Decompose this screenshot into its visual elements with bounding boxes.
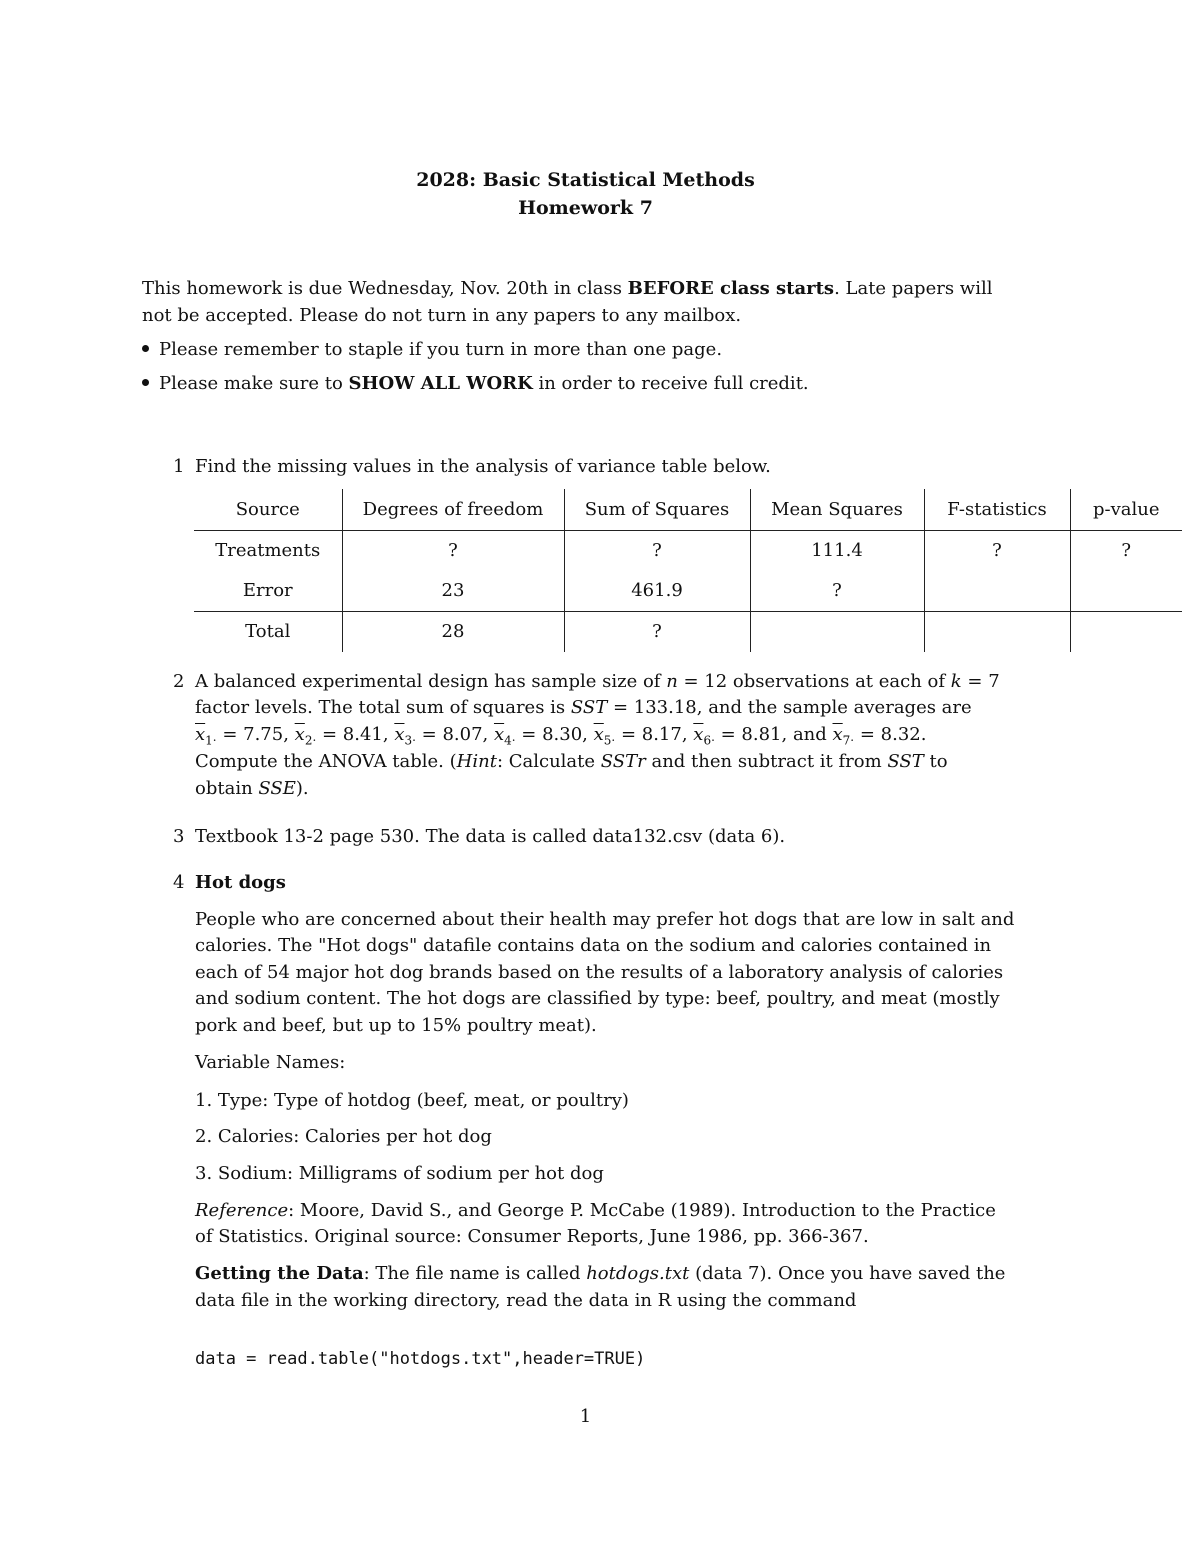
- table-cell: Total: [245, 621, 291, 642]
- table-cell: 23: [342, 571, 564, 612]
- variable-item: 1. Type: Type of hotdog (beef, meat, or poultry): [195, 1090, 629, 1111]
- table-cell: [924, 571, 1070, 612]
- q2-line-2: factor levels. The total sum of squares is SST = 133.18, and the sample averages are: [195, 697, 972, 718]
- table-header-cell: Source: [194, 489, 342, 531]
- q4-number: 4: [173, 872, 185, 893]
- anova-table: [194, 489, 1182, 652]
- q3-text: Textbook 13-2 page 530. The data is called data132.csv (data 6).: [195, 826, 786, 847]
- intro-line-2: not be accepted. Please do not turn in any papers to any mailbox.: [142, 305, 742, 326]
- q2-sample-averages: $\overline{x}_{1\cdot} = 7.75$, $\overline{x}_{2\cdot} = 8.41$, $\overline{x}_{3\cdot} = 8.07$, $\overline{x}_{4\cdot} = 8.30$, $\overline{x}_{5\cdot} = 8.17$, $\overline{x}_{6\cdot} = 8.81$, and $\overline{x}_{7\cdot} = 8.32$.: [195, 724, 927, 748]
- bullet-icon: [142, 345, 149, 352]
- reference-line-2: of Statistics. Original source: Consumer Reports, June 1986, pp. 366-367.: [195, 1226, 869, 1247]
- course-title: 2028: Basic Statistical Methods: [416, 169, 755, 191]
- table-cell: [1070, 571, 1182, 612]
- table-cell: 28: [342, 612, 564, 653]
- table-header-row: [194, 489, 1182, 531]
- table-cell: Error: [194, 571, 342, 612]
- bullet-icon: [142, 379, 149, 386]
- table-cell: ?: [342, 531, 564, 572]
- homework-title: Homework 7: [518, 197, 653, 219]
- table-header-cell: Sum of Squares: [564, 489, 750, 531]
- table-header-cell: Mean Squares: [750, 489, 924, 531]
- q1-text: Find the missing values in the analysis of variance table below.: [195, 456, 771, 477]
- q4-paragraph-line: and sodium content. The hot dogs are classified by type: beef, poultry, and meat (mostly: [195, 988, 1000, 1009]
- table-cell: 461.9: [564, 571, 750, 612]
- table-cell: ?: [564, 612, 750, 653]
- q3-number: 3: [173, 826, 185, 847]
- q2-number: 2: [173, 671, 185, 692]
- q4-title: Hot dogs: [195, 872, 286, 893]
- bullet-show-work: Please make sure to SHOW ALL WORK in order to receive full credit.: [142, 371, 809, 397]
- q4-paragraph-line: pork and beef, but up to 15% poultry meat).: [195, 1015, 597, 1036]
- q2-line-5: obtain SSE).: [195, 778, 309, 799]
- table-cell: [1070, 612, 1182, 653]
- table-cell: ?: [750, 571, 924, 612]
- r-code-command: data = read.table("hotdogs.txt",header=TRUE): [195, 1349, 646, 1369]
- q4-paragraph-line: each of 54 major hot dog brands based on the results of a laboratory analysis of calories: [195, 962, 1004, 983]
- variable-item: 3. Sodium: Milligrams of sodium per hot dog: [195, 1163, 604, 1184]
- table-header-cell: Degrees of freedom: [342, 489, 564, 531]
- table-cell: [750, 612, 924, 653]
- getting-data-line-2: data file in the working directory, read the data in R using the command: [195, 1290, 857, 1311]
- variable-names-heading: Variable Names:: [195, 1052, 346, 1073]
- variable-item: 2. Calories: Calories per hot dog: [195, 1126, 492, 1147]
- q1-number: 1: [173, 456, 185, 477]
- table-cell: ?: [1070, 531, 1182, 572]
- table-row-error: [194, 571, 1182, 612]
- table-header-cell: F-statistics: [924, 489, 1070, 531]
- q2-line-1: A balanced experimental design has sample size of n = 12 observations at each of k = 7: [195, 671, 1000, 692]
- q2-line-4: Compute the ANOVA table. (Hint: Calculate SSTr and then subtract it from SST to: [195, 751, 948, 772]
- table-cell: 111.4: [750, 531, 924, 572]
- table-row-total: [194, 612, 1182, 653]
- q4-paragraph-line: People who are concerned about their health may prefer hot dogs that are low in salt and: [195, 909, 1015, 930]
- table-header-cell: p-value: [1070, 489, 1182, 531]
- reference-line-1: Reference: Moore, David S., and George P. McCabe (1989). Introduction to the Practice: [195, 1200, 996, 1221]
- getting-data-line-1: Getting the Data: The file name is called hotdogs.txt (data 7). Once you have saved the: [195, 1263, 1006, 1284]
- table-cell: ?: [564, 531, 750, 572]
- table-row-treatments: [194, 531, 1182, 572]
- q4-paragraph-line: calories. The "Hot dogs" datafile contains data on the sodium and calories contained in: [195, 935, 992, 956]
- intro-line-1: This homework is due Wednesday, Nov. 20th in class BEFORE class starts. Late papers will: [142, 278, 993, 299]
- page-number: 1: [579, 1406, 592, 1427]
- bullet-staple: Please remember to staple if you turn in more than one page.: [142, 337, 722, 363]
- table-cell: ?: [924, 531, 1070, 572]
- table-cell: [924, 612, 1070, 653]
- table-cell: Treatments: [215, 540, 321, 561]
